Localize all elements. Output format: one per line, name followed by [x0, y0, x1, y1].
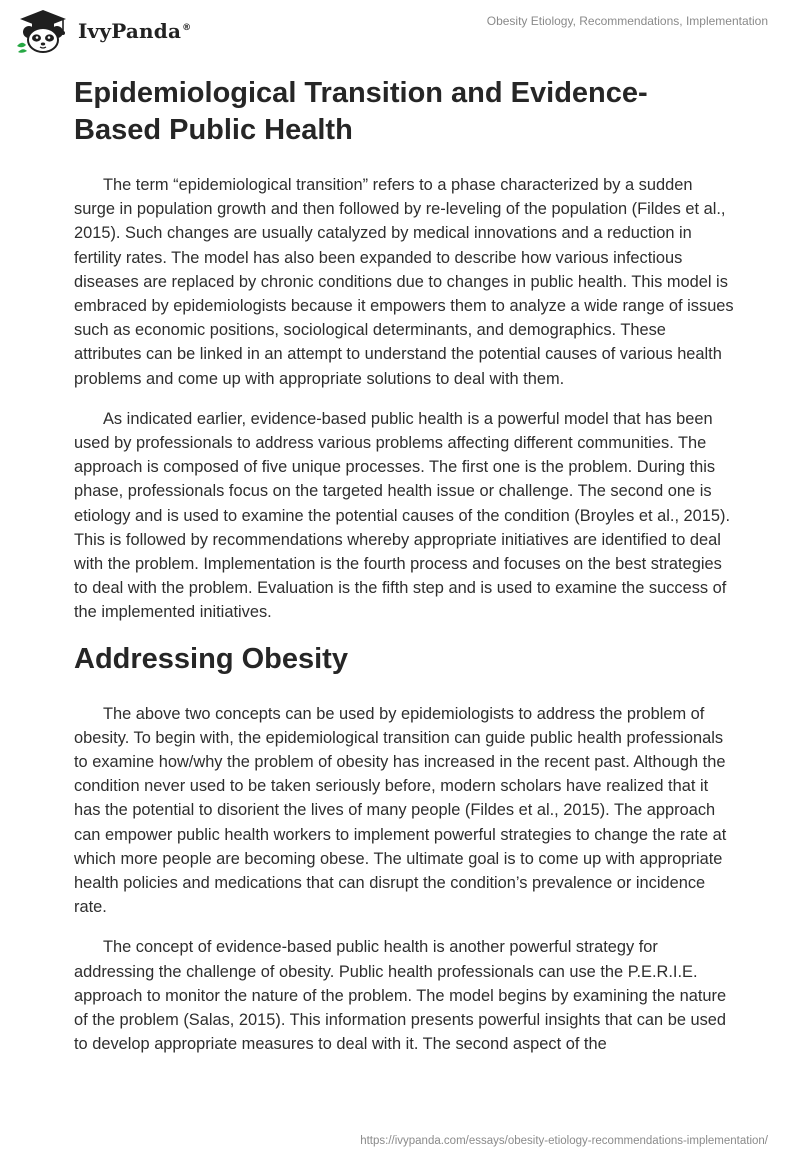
essay-content: [74, 72, 734, 1073]
section-heading-addressing-obesity: Addressing Obesity: [74, 642, 348, 675]
logo-wordmark: IvyPanda®: [78, 19, 192, 43]
paragraph: The concept of evidence-based public health is another powerful strategy for addressing the challenge of obesity. Public health professionals can use the P.E.R.I.E. approach to monitor the nature of the problem. The model begins by examining the nature of the problem (Salas, 2015). This information presents powerful insights that can be used to develop appropriate measures to deal with it. The second aspect of the: [74, 938, 727, 1054]
page-header: [0, 0, 800, 60]
paragraph: The above two concepts can be used by epidemiologists to address the problem of obesity. To begin with, the epidemiological transition can guide public health professionals to examine how/why the problem of obesity has increased in the recent past. Although the condition never used to be taken seriously before, modern scholars have realized that it has the potential to disorient the lives of many people (Fildes et al., 2015). The approach can empower public health workers to implement powerful strategies to change the rate at which more people are becoming obese. The ultimate goal is to come up with appropriate health policies and medications that can disrupt the condition’s prevalence or incidence rate.: [74, 704, 727, 917]
source-url[interactable]: https://ivypanda.com/essays/obesity-etiology-recommendations-implementation/: [360, 1135, 768, 1147]
document-running-title: Obesity Etiology, Recommendations, Implementation: [486, 14, 768, 28]
ivypanda-logo[interactable]: [14, 8, 191, 54]
paragraph: The term “epidemiological transition” refers to a phase characterized by a sudden surge in population growth and then followed by re-leveling of the population (Fildes et al., 2015). Such changes are usually catalyzed by medical innovations and a reduction in fertility rates. The model has also been expanded to describe how various infectious diseases are replaced by chronic conditions due to changes in public health. This model is embraced by epidemiologists because it empowers them to analyze a wide range of issues such as economic positions, sociological determinants, and demographics. These attributes can be linked in an attempt to understand the potential causes of various health problems and come up with appropriate solutions to deal with them.: [74, 176, 734, 388]
registered-mark: ®: [182, 23, 192, 34]
panda-mascot-icon: [14, 8, 72, 54]
section-heading-epidemiological-transition: Epidemiological Transition and Evidence-Based Public Health: [74, 77, 648, 146]
paragraph: As indicated earlier, evidence-based public health is a powerful model that has been used by professionals to address various problems affecting different communities. The approach is composed of five unique processes. The first one is the problem. During this phase, professionals focus on the targeted health issue or challenge. The second one is etiology and is used to examine the potential causes of the condition (Broyles et al., 2015). This is followed by recommendations whereby appropriate initiatives are identified to deal with the problem. Implementation is the fourth process and focuses on the best strategies to deal with the problem. Evaluation is the fifth step and is used to examine the success of the implemented initiatives.: [74, 409, 731, 622]
